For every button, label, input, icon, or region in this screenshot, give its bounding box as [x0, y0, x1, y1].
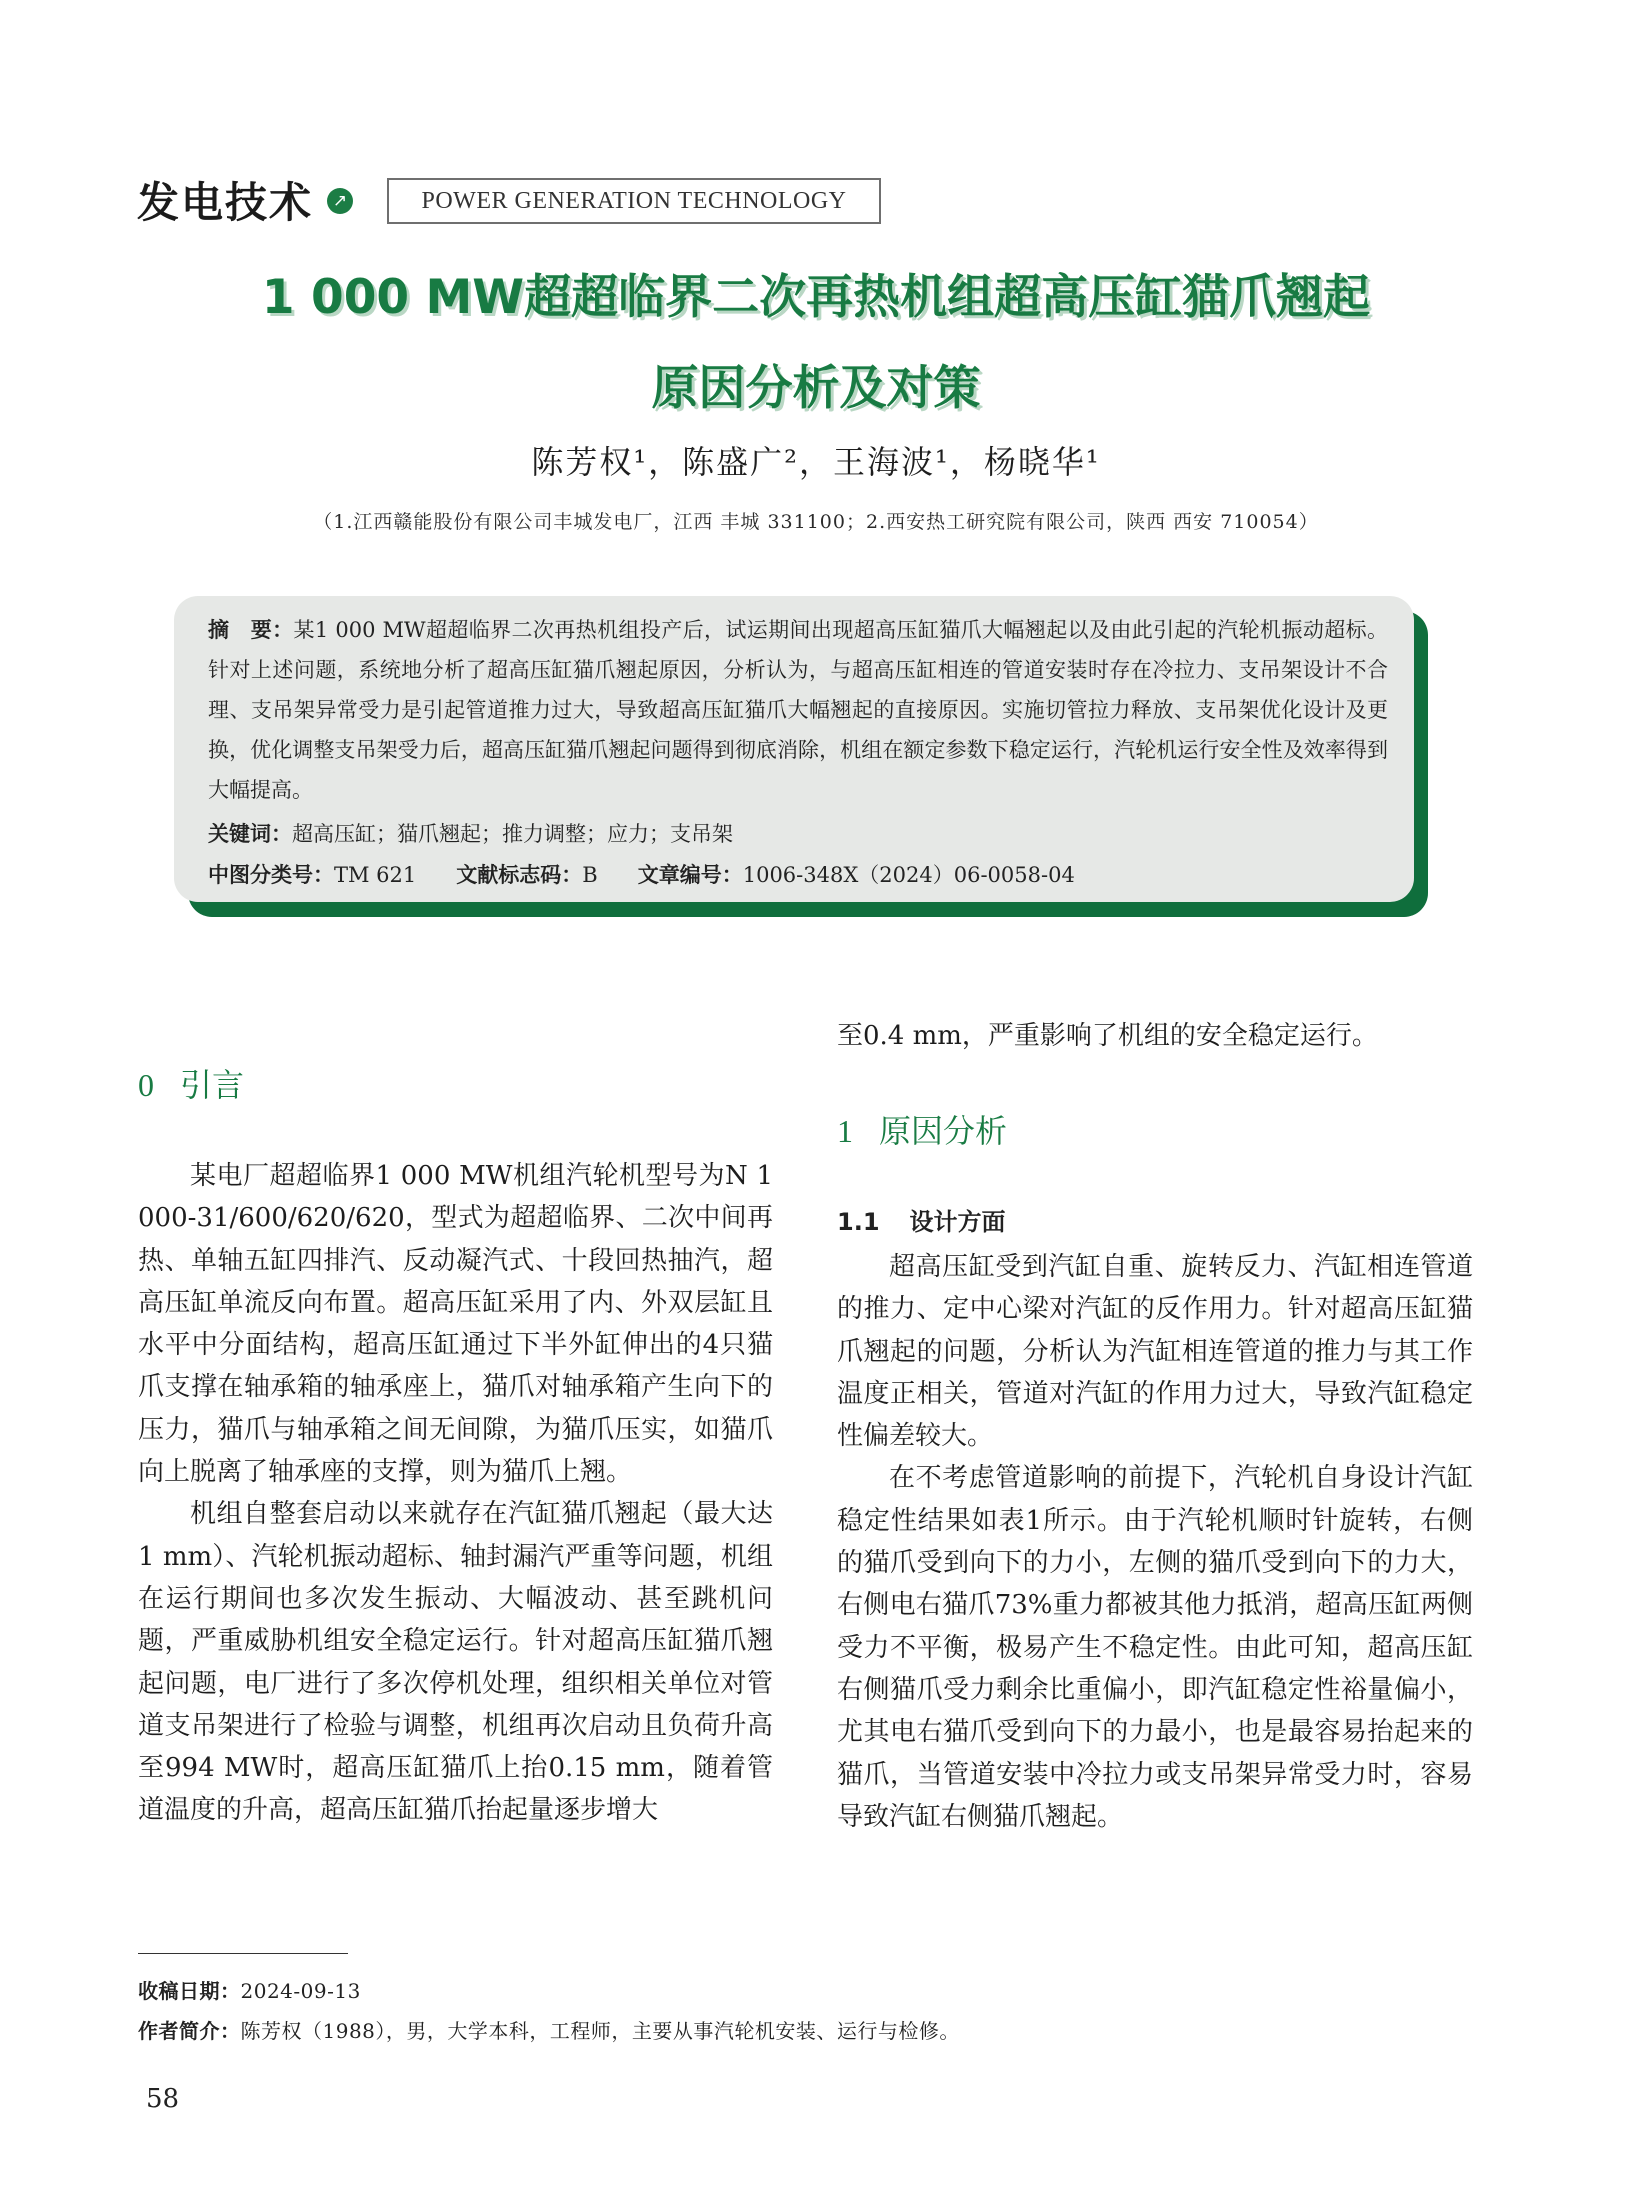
right-column: [837, 1246, 1473, 1838]
right-column-continuation: [837, 1015, 1473, 1057]
abstract: [208, 610, 1388, 810]
author-bio: [138, 2015, 960, 2044]
heading-number: 1: [837, 1113, 853, 1149]
doc-code-label: 文献标志码：: [456, 863, 583, 887]
clc-value: TM 621: [334, 863, 417, 887]
heading-text: 原因分析: [879, 1112, 1008, 1150]
article-title-line2: 原因分析及对策: [651, 361, 981, 416]
paragraph: 在不考虑管道影响的前提下，汽轮机自身设计汽缸稳定性结果如表1所示。由于汽轮机顺时针旋转，右侧的猫爪受到向下的力小，左侧的猫爪受到向下的力大，右侧电右猫爪73%重力都被其他力抵消，超高压缸两侧受力不平衡，极易产生不稳定性。由此可知，超高压缸右侧猫爪受力剩余比重偏小，即汽缸稳定性裕量偏小，尤其电右猫爪受到向下的力最小，也是最容易抬起来的猫爪，当管道安装中冷拉力或支吊架异常受力时，容易导致汽缸右侧猫爪翘起。: [837, 1463, 1473, 1832]
clc-label: 中图分类号：: [208, 863, 334, 887]
author-bio-text: 陈芳权（1988），男，大学本科，工程师，主要从事汽轮机安装、运行与检修。: [240, 2019, 960, 2043]
doc-code-value: B: [582, 863, 598, 887]
keywords: [208, 818, 733, 848]
section-label-en: POWER GENERATION TECHNOLOGY: [387, 178, 881, 224]
subheading-text: 设计方面: [909, 1208, 1006, 1236]
heading-text: 引言: [180, 1066, 245, 1104]
subheading-design: [837, 1202, 1006, 1237]
author-bio-label: 作者简介：: [138, 2019, 241, 2043]
abstract-text: 某1 000 MW超超临界二次再热机组投产后，试运期间出现超高压缸猫爪大幅翘起以及由此引起的汽轮机振动超标。针对上述问题，系统地分析了超高压缸猫爪翘起原因，分析认为，与超高压缸相连的管道安装时存在冷拉力、支吊架设计不合理、支吊架异常受力是引起管道推力过大，导致超高压缸猫爪大幅翘起的直接原因。实施切管拉力释放、支吊架优化设计及更换，优化调整支吊架受力后，超高压缸猫爪翘起问题得到彻底消除，机组在额定参数下稳定运行，汽轮机运行安全性及效率得到大幅提高。: [208, 618, 1388, 802]
paragraph: 机组自整套启动以来就存在汽缸猫爪翘起（最大达1 mm）、汽轮机振动超标、轴封漏汽严重等问题，机组在运行期间也多次发生振动、大幅波动、甚至跳机问题，严重威胁机组安全稳定运行。针对超高压缸猫爪翘起问题，电厂进行了多次停机处理，组织相关单位对管道支吊架进行了检验与调整，机组再次启动且负荷升高至994 MW时，超高压缸猫爪上抬0.15 mm，随着管道温度的升高，超高压缸猫爪抬起量逐步增大: [138, 1499, 773, 1826]
affiliation: （1.江西赣能股份有限公司丰城发电厂，江西 丰城 331100；2.西安热工研究院有限公司，陕西 西安 710054）: [313, 511, 1319, 533]
section-label: 发电技术: [137, 178, 314, 227]
heading-number: 0: [138, 1067, 154, 1103]
article-no-value: 1006-348X（2024）06-0058-04: [742, 863, 1075, 887]
received-label: 收稿日期：: [138, 1979, 241, 2003]
abstract-label: 摘 要：: [208, 618, 294, 642]
classification-line: [208, 859, 1075, 889]
arrow-up-right-icon: ↗: [327, 188, 353, 214]
heading-introduction: [138, 1060, 244, 1106]
heading-cause-analysis: [837, 1106, 1007, 1152]
received-date: [138, 1975, 361, 2004]
paragraph: 某电厂超超临界1 000 MW机组汽轮机型号为N 1 000-31/600/620/620，型式为超超临界、二次中间再热、单轴五缸四排汽、反动凝汽式、十段回热抽汽，超高压缸单流反向布置。超高压缸采用了内、外双层缸且水平中分面结构，超高压缸通过下半外缸伸出的4只猫爪支撑在轴承箱的轴承座上，猫爪对轴承箱产生向下的压力，猫爪与轴承箱之间无间隙，为猫爪压实，如猫爪向上脱离了轴承座的支撑，则为猫爪上翘。: [138, 1161, 773, 1488]
authors: 陈芳权¹，陈盛广²，王海波¹，杨晓华¹: [531, 443, 1101, 481]
page-number: 58: [146, 2084, 180, 2114]
paragraph: 超高压缸受到汽缸自重、旋转反力、汽缸相连管道的推力、定中心梁对汽缸的反作用力。针对超高压缸猫爪翘起的问题，分析认为汽缸相连管道的推力与其工作温度正相关，管道对汽缸的作用力过大，导致汽缸稳定性偏差较大。: [837, 1252, 1473, 1452]
article-no-label: 文章编号：: [637, 863, 743, 887]
keywords-text: 超高压缸；猫爪翘起；推力调整；应力；支吊架: [292, 822, 733, 846]
subheading-number: 1.1: [837, 1208, 880, 1236]
footnote-rule: [138, 1953, 348, 1954]
received-value: 2024-09-13: [240, 1979, 361, 2003]
left-column: [138, 1155, 773, 1832]
keywords-label: 关键词：: [208, 822, 292, 846]
paragraph-continuation: 至0.4 mm，严重影响了机组的安全稳定运行。: [837, 1021, 1378, 1051]
article-title-line1: 1 000 MW超超临界二次再热机组超高压缸猫爪翘起: [261, 270, 1371, 325]
